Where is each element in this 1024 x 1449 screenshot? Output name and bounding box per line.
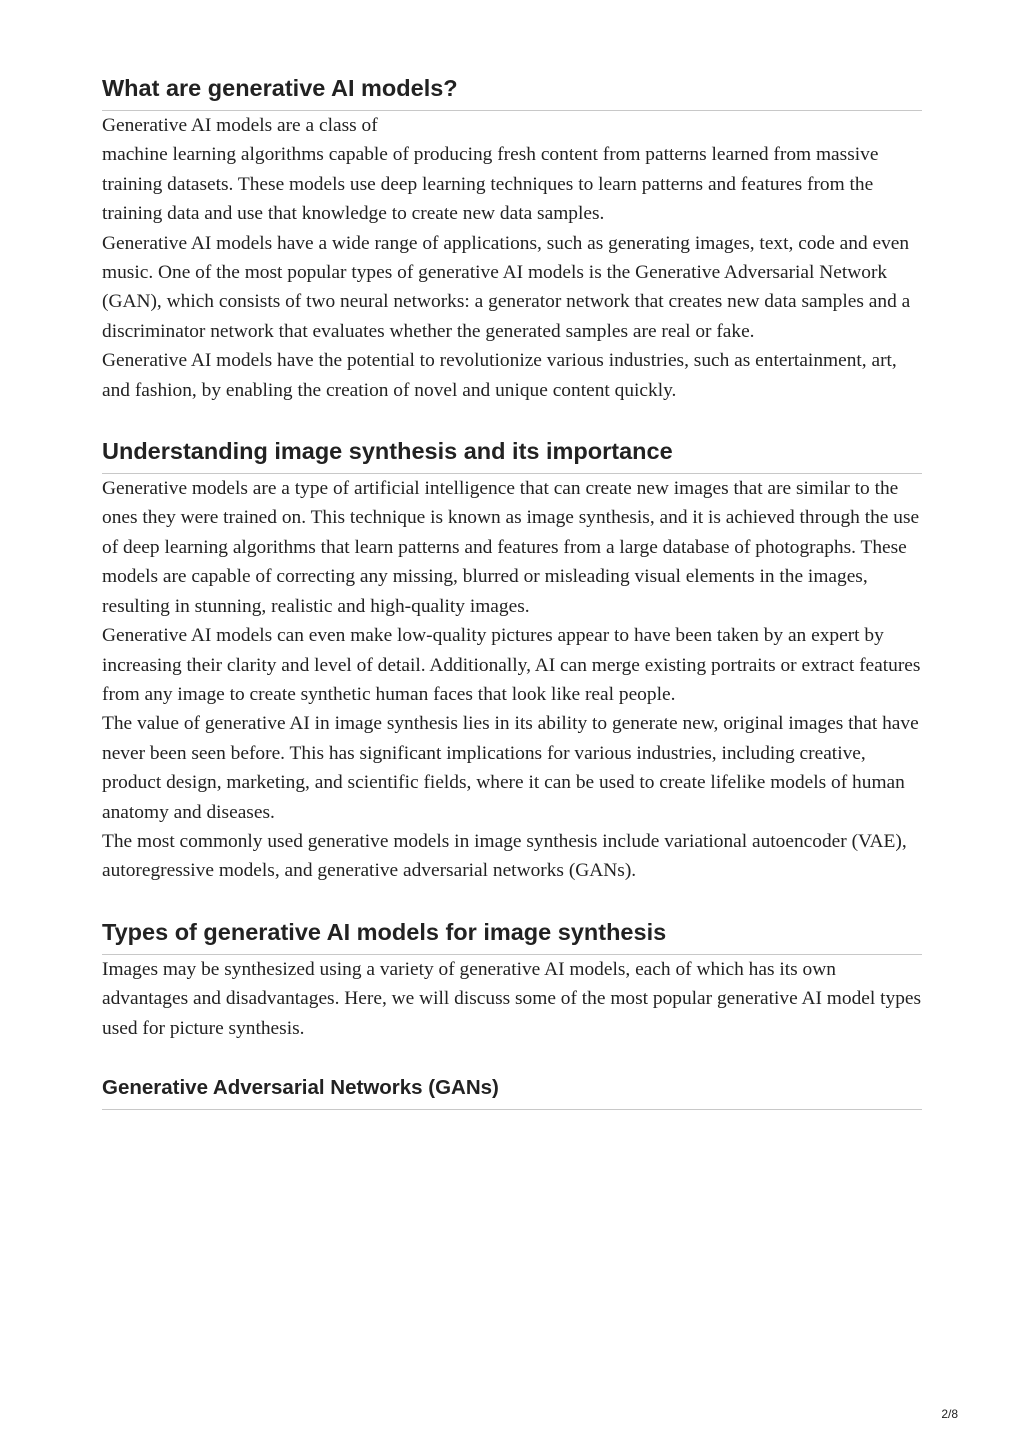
subsection-gans [102, 1075, 922, 1110]
paragraph [102, 111, 922, 229]
page-number: 2/8 [941, 1407, 958, 1421]
paragraph-text: machine learning algorithms capable of producing fresh content from patterns learned from massive training datasets. These models use deep learning techniques to learn patterns and features from the training data and use that knowledge to create new data samples. [102, 144, 879, 225]
section-heading: Types of generative AI models for image synthesis [102, 918, 922, 955]
paragraph-intro-line: Generative AI models are a class of [102, 115, 378, 136]
paragraph: Generative AI models have the potential to revolutionize various industries, such as entertainment, art, and fashion, by enabling the creation of novel and unique content quickly. [102, 350, 897, 401]
paragraph: The most commonly used generative models in image synthesis include variational autoencoder (VAE), autoregressive models, and generative adversarial networks (GANs). [102, 830, 907, 882]
paragraph: Images may be synthesized using a variety of generative AI models, each of which has its own advantages and disadvantages. Here, we will discuss some of the most popular generative AI model types used for picture synthesis. [102, 958, 922, 1039]
paragraph: Generative models are a type of artificial intelligence that can create new images that are similar to the ones they were trained on. This technique is known as image synthesis, and it is achieved through the use of deep learning algorithms that learn patterns and features from a large database of photographs. These models are capable of correcting any missing, blurred or misleading visual elements in the images, resulting in stunning, realistic and high-quality images. [102, 478, 920, 617]
section-model-types [102, 918, 922, 1043]
section-generative-ai-models [102, 74, 922, 405]
paragraph: The value of generative AI in image synthesis lies in its ability to generate new, original images that have never been seen before. This has significant implications for various industries, including creative, product design, marketing, and scientific fields, where it can be used to create lifelike models of human anatomy and diseases. [102, 713, 919, 823]
paragraph: Generative AI models have a wide range of applications, such as generating images, text, code and even music. One of the most popular types of generative AI models is the Generative Adversarial Network (GAN), which consists of two neural networks: a generator network that creates new data samples and a discriminator network that evaluates whether the generated samples are real or fake. [102, 232, 911, 342]
section-heading: Understanding image synthesis and its importance [102, 437, 922, 474]
section-image-synthesis [102, 437, 922, 886]
paragraph: Generative AI models can even make low-quality pictures appear to have been taken by an expert by increasing their clarity and level of detail. Additionally, AI can merge existing portraits or extract features from any image to create synthetic human faces that look like real people. [102, 625, 921, 705]
section-heading: What are generative AI models? [102, 74, 922, 111]
document-page [102, 74, 922, 1110]
subsection-heading: Generative Adversarial Networks (GANs) [102, 1075, 922, 1110]
